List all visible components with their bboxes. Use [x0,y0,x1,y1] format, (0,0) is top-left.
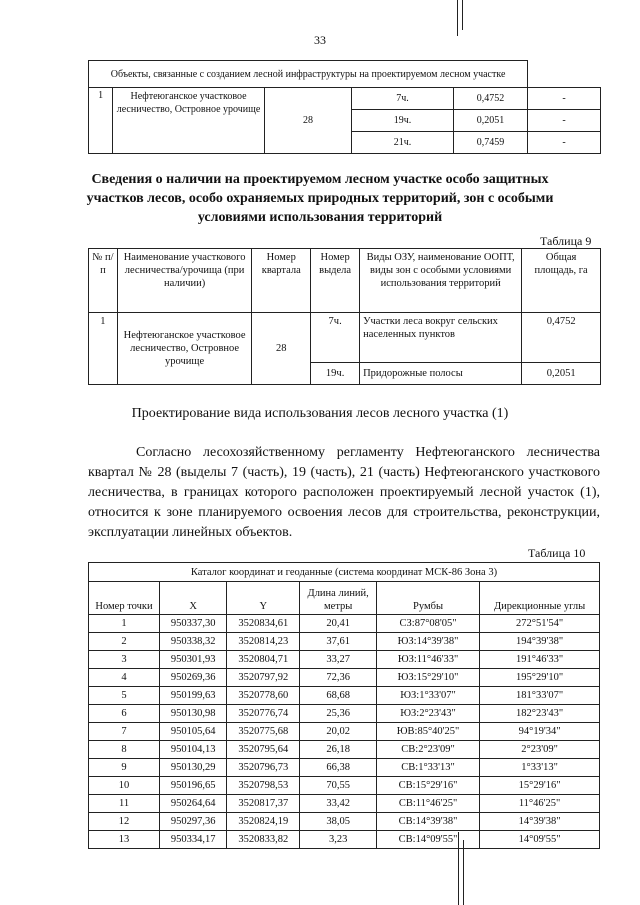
table10-cell-rhumb: СВ:15°29'16" [376,777,479,795]
infrastructure-plot: 7ч. [352,88,454,110]
table10-col-y: Y [227,582,300,615]
table10-cell-rhumb: СВ:2°23'09" [376,741,479,759]
binding-mark-top-2 [462,0,463,30]
table10-cell-y: 3520814,23 [227,633,300,651]
infrastructure-table [88,60,601,154]
table-row [89,741,600,759]
table10-cell-x: 950334,17 [160,831,227,849]
table10-cell-rhumb: ЮЗ:11°46'33" [376,651,479,669]
table10-cell-angle: 15°29'16" [480,777,600,795]
table10-cell-length: 68,68 [300,687,377,705]
infrastructure-header: Объекты, связанные с созданием лесной инфраструктуры на проектируемом лесном участке [89,61,528,88]
infrastructure-forestry: Нефтеюганское участковое лесничество, Островное урочище [113,88,265,154]
table9-header-no: № п/п [89,249,118,313]
table10-cell-length: 33,42 [300,795,377,813]
infrastructure-extra: - [528,110,601,132]
table9-header-area: Общая площадь, га [522,249,601,313]
table10-cell-x: 950196,65 [160,777,227,795]
binding-mark-top [457,0,458,36]
table10-cell-x: 950297,36 [160,813,227,831]
table10-col-point: Номер точки [89,582,160,615]
table10-cell-length: 70,55 [300,777,377,795]
table9-area: 0,2051 [522,363,601,385]
table10-cell-angle: 194°39'38" [480,633,600,651]
infrastructure-quarter: 28 [264,88,351,154]
table10-cell-point: 7 [89,723,160,741]
table9-plot: 7ч. [311,313,360,363]
table10-cell-point: 13 [89,831,160,849]
table10-col-angle: Дирекционные углы [480,582,600,615]
table10-cell-point: 5 [89,687,160,705]
table10-cell-angle: 181°33'07" [480,687,600,705]
table10-cell-angle: 14°39'38" [480,813,600,831]
table10-cell-angle: 1°33'13" [480,759,600,777]
table10-col-x: X [160,582,227,615]
table-row [89,795,600,813]
binding-mark-bottom-2 [463,840,464,905]
infrastructure-row-no: 1 [89,88,113,154]
table-row [89,777,600,795]
table10-cell-y: 3520804,71 [227,651,300,669]
table9-header-kinds: Виды ОЗУ, наименование ООПТ, виды зон с особыми условиями использования территорий [360,249,522,313]
table9-row-no: 1 [89,313,118,385]
table10-body [89,615,600,849]
table10-cell-rhumb: ЮЗ:15°29'10" [376,669,479,687]
table10-cell-x: 950105,64 [160,723,227,741]
body-paragraph: Согласно лесохозяйственному регламенту Нефтеюганского лесничества квартал № 28 (выделы 7 (часть), 19 (часть), 21 (часть) Нефтеюганского участкового лесничества, в границах которого расположен проектируемый лесной участок (1), относится к зоне планируемого освоения лесов для строительства, реконструкции, эксплуатации линейных объектов. [88,445,600,540]
table10-cell-x: 950130,29 [160,759,227,777]
page-number: 33 [314,33,326,47]
table9 [88,248,601,385]
table10-cell-y: 3520776,74 [227,705,300,723]
table10-cell-point: 2 [89,633,160,651]
table10-cell-point: 10 [89,777,160,795]
table10-cell-y: 3520775,68 [227,723,300,741]
table10-cell-length: 66,38 [300,759,377,777]
table-row [89,705,600,723]
table9-plot: 19ч. [311,363,360,385]
table10-cell-rhumb: ЮВ:85°40'25" [376,723,479,741]
table10-col-length: Длина линий, метры [300,582,377,615]
table10-cell-point: 11 [89,795,160,813]
table10-cell-x: 950199,63 [160,687,227,705]
table10-cell-length: 37,61 [300,633,377,651]
table10-cell-point: 6 [89,705,160,723]
table10-cell-angle: 11°46'25" [480,795,600,813]
table9-kind: Участки леса вокруг сельских населенных пунктов [360,313,522,363]
table10-cell-length: 3,23 [300,831,377,849]
table10-col-rhumb: Румбы [376,582,479,615]
table-row [89,651,600,669]
table10-cell-point: 9 [89,759,160,777]
table-row [89,615,600,633]
table10-cell-rhumb: ЮЗ:1°33'07" [376,687,479,705]
table-row [89,669,600,687]
table10-cell-length: 72,36 [300,669,377,687]
table10-cell-x: 950337,30 [160,615,227,633]
table10-cell-angle: 191°46'33" [480,651,600,669]
table10-cell-length: 25,36 [300,705,377,723]
table10-cell-x: 950301,93 [160,651,227,669]
infrastructure-area: 0,4752 [453,88,527,110]
table9-forestry: Нефтеюганское участковое лесничество, Островное урочище [117,313,251,385]
table10-cell-y: 3520778,60 [227,687,300,705]
table10-cell-length: 38,05 [300,813,377,831]
infrastructure-area: 0,7459 [453,132,527,154]
table10-cell-length: 33,27 [300,651,377,669]
binding-mark-bottom [458,832,459,905]
table10-cell-point: 1 [89,615,160,633]
table-row [89,759,600,777]
table10-cell-angle: 14°09'55" [480,831,600,849]
table9-label: Таблица 9 [540,234,592,248]
table10-cell-x: 950269,36 [160,669,227,687]
table10-cell-x: 950104,13 [160,741,227,759]
subheading: Проектирование вида использования лесов лесного участка (1) [131,406,509,421]
table9-kind: Придорожные полосы [360,363,522,385]
table10-cell-point: 4 [89,669,160,687]
table10-cell-x: 950130,98 [160,705,227,723]
table-row [89,723,600,741]
table10-cell-point: 3 [89,651,160,669]
table10-cell-rhumb: СЗ:87°08'05" [376,615,479,633]
table10-cell-x: 950264,64 [160,795,227,813]
infrastructure-extra: - [528,132,601,154]
table-row [89,687,600,705]
table10-cell-point: 8 [89,741,160,759]
table10-cell-rhumb: СВ:14°39'38" [376,813,479,831]
table-row [89,633,600,651]
table10-cell-rhumb: СВ:1°33'13" [376,759,479,777]
table10-cell-y: 3520834,61 [227,615,300,633]
table10-cell-angle: 195°29'10" [480,669,600,687]
table10-cell-y: 3520798,53 [227,777,300,795]
table10-cell-rhumb: СВ:14°09'55" [376,831,479,849]
table-row [89,813,600,831]
table10-cell-length: 20,02 [300,723,377,741]
table10-cell-y: 3520824,19 [227,813,300,831]
table10-cell-angle: 94°19'34" [480,723,600,741]
table10-cell-rhumb: ЮЗ:14°39'38" [376,633,479,651]
table10-cell-y: 3520795,64 [227,741,300,759]
table10-cell-y: 3520833,82 [227,831,300,849]
table10-cell-x: 950338,32 [160,633,227,651]
table9-header-name: Наименование участкового лесничества/урочища (при наличии) [117,249,251,313]
table9-area: 0,4752 [522,313,601,363]
table9-quarter: 28 [252,313,311,385]
section-heading: Сведения о наличии на проектируемом лесном участке особо защитных участков лесов, особо охраняемых природных территорий, зон с особыми условиями использования территорий [86,172,554,225]
table10-cell-rhumb: СВ:11°46'25" [376,795,479,813]
table-row [89,831,600,849]
table10-caption: Каталог координат и геоданные (система координат МСК-86 Зона 3) [89,563,600,582]
table10-cell-point: 12 [89,813,160,831]
table10-cell-length: 26,18 [300,741,377,759]
table10-label: Таблица 10 [528,546,586,560]
infrastructure-area: 0,2051 [453,110,527,132]
infrastructure-extra: - [528,88,601,110]
infrastructure-plot: 19ч. [352,110,454,132]
table10-cell-y: 3520797,92 [227,669,300,687]
table10-cell-angle: 182°23'43" [480,705,600,723]
table10-cell-y: 3520817,37 [227,795,300,813]
table10 [88,562,600,849]
table10-cell-angle: 272°51'54" [480,615,600,633]
table10-cell-length: 20,41 [300,615,377,633]
table10-cell-y: 3520796,73 [227,759,300,777]
infrastructure-plot: 21ч. [352,132,454,154]
table9-header-quarter: Номер квартала [252,249,311,313]
table10-cell-rhumb: ЮЗ:2°23'43" [376,705,479,723]
table10-cell-angle: 2°23'09" [480,741,600,759]
table9-header-plot: Номер выдела [311,249,360,313]
